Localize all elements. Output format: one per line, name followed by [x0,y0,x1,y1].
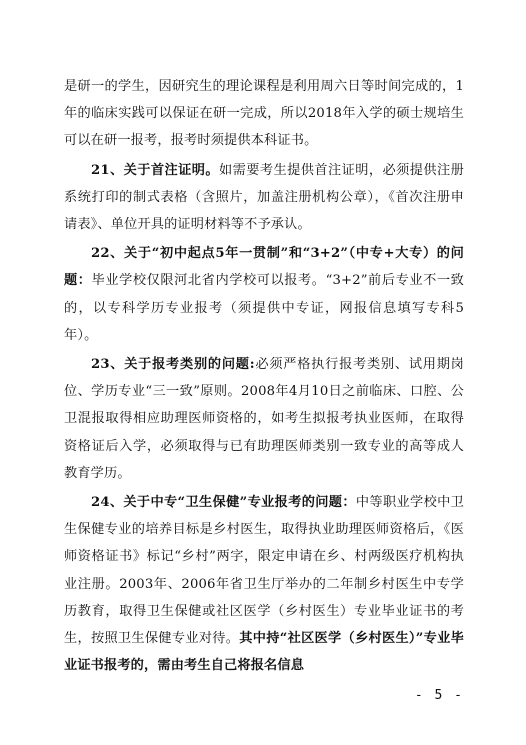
item-22-body: 毕业学校仅限河北省内学校可以报考。“3+2”前后专业不一致的，以专科学历专业报考（须提供中专证，网报信息填写专科5年）。 [64,273,464,343]
item-23-body: 必须严格执行报考类别、试用期岗位、学历专业“三一致”原则。2008年4月10日之前临床、口腔、公卫混报取得相应助理医师资格的，如考生拟报考执业医师，在取得资格证后入学，必须取得与已有助理医师类别一致专业的高等成人教育学历。 [64,357,465,481]
page-number: - 5 - [414,688,464,703]
paragraph-item-23 [64,351,464,487]
item-24-body: 中等职业学校中卫生保健专业的培养目标是乡村医生，取得执业助理医师资格后，《医师资格证书》标记“乡村”两字，限定申请在乡、村两级医疗机构执业注册。2003年、2006年省卫生厅举办的二年制乡村医生中专学历教育，取得卫生保健或社区医学（乡村医生）专业毕业证书的考生，按照卫生保健专业对待。 [64,495,464,647]
paragraph-item-24 [64,489,464,679]
item-23-heading: 23、关于报考类别的问题: [91,357,255,373]
item-21-body: 如需要考生提供首注证明，必须提供注册系统打印的制式表格（含照片，加盖注册机构公章），《首次注册申请表》、单位开具的证明材料等不予承认。 [64,162,464,233]
item-22-heading: 22、关于“初中起点5年一贯制”和“3+2”（中专+大专）的问题： [64,246,464,289]
item-24-heading: 24、关于中专“卫生保健”专业报考的问题： [91,495,356,511]
item-24-bold-note: 其中持“社区医学（乡村医生）”专业毕业证书报考的，需由考生自己将报名信息 [64,631,464,674]
item-21-heading: 21、关于首注证明。 [91,162,219,178]
paragraph-intro-continuation [64,73,464,155]
paragraph-item-21 [64,157,464,239]
paragraph-text: 是研一的学生，因研究生的理论课程是利用周六日等时间完成的，1年的临床实践可以保证在研一完成，所以2018年入学的硕士规培生可以在研一报考，报考时须提供本科证书。 [64,79,464,149]
paragraph-item-22 [64,240,464,349]
document-body [64,73,464,681]
